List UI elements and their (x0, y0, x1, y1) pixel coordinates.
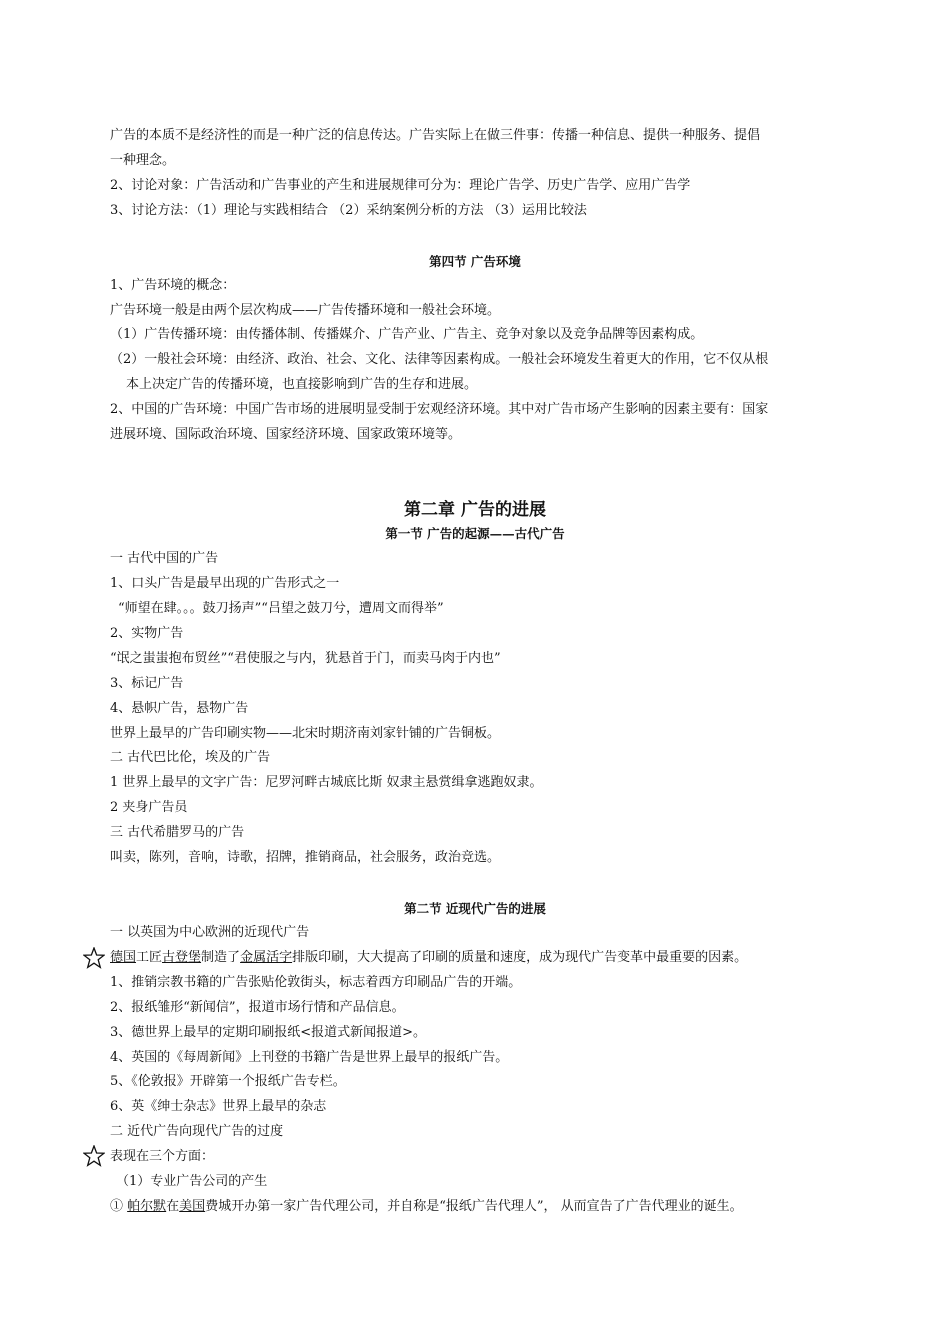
text-line: 2 夹身广告员 (110, 800, 188, 815)
text-line: 1、推销宗教书籍的广告张贴伦敦街头，标志着西方印刷品广告的开端。 (110, 975, 522, 990)
text-line: 进展环境、国际政治环境、国家经济环境、国家政策环境等。 (110, 427, 462, 442)
text-line: （1）专业广告公司的产生 (116, 1174, 268, 1189)
text-line: 表现在三个方面： (110, 1149, 215, 1164)
text-line: 叫卖，陈列，音响，诗歌，招牌，推销商品，社会服务，政治竞选。 (110, 850, 501, 865)
text-line: 5、《伦敦报》开辟第一个报纸广告专栏。 (110, 1074, 346, 1089)
text-line: 3、德世界上最早的定期印刷报纸<报道式新闻报道>。 (110, 1025, 427, 1040)
text-line: 本上决定广告的传播环境，也直接影响到广告的生存和进展。 (126, 377, 478, 392)
text-line: 1 世界上最早的文字广告：尼罗河畔古城底比斯 奴隶主悬赏缉拿逃跑奴隶。 (110, 775, 543, 790)
text-line: 世界上最早的广告印刷实物——北宋时期济南刘家针铺的广告铜板。 (110, 726, 501, 741)
text-line: （1）广告传播环境：由传播体制、传播媒介、广告产业、广告主、竞争对象以及竞争品牌等因素构成。 (110, 327, 704, 342)
section-heading: 第四节 广告环境 (429, 254, 521, 269)
person-link: 古登堡 (162, 950, 202, 965)
text-line: 6、英《绅士杂志》世界上最早的杂志 (110, 1099, 327, 1114)
text-line: 广告环境一般是由两个层次构成——广告传播环境和一般社会环境。 (110, 303, 501, 318)
text-line: （2）一般社会环境：由经济、政治、社会、文化、法律等因素构成。一般社会环境发生着更大的作用，它不仅从根 (110, 352, 769, 367)
text-line: 二 近代广告向现代广告的过度 (110, 1124, 284, 1139)
text-line: 2、实物广告 (110, 626, 184, 641)
text-line: “氓之蚩蚩抱布贸丝”“君使服之与内，犹悬首于门，而卖马肉于内也” (110, 651, 501, 666)
gutenberg-line (110, 949, 747, 967)
text-line: 一 古代中国的广告 (110, 551, 219, 566)
text-line: 2、讨论对象：广告活动和广告事业的产生和进展规律可分为：理论广告学、历史广告学、应用广告学 (110, 178, 691, 193)
text-line: 4、英国的《每周新闻》上刊登的书籍广告是世界上最早的报纸广告。 (110, 1050, 509, 1065)
circled-number: ① (110, 1199, 128, 1214)
text-span: 费城开办第一家广告代理公司，并自称是“报纸广告代理人”， 从而宣告了广告代理业的诞生。 (205, 1199, 743, 1214)
text-line: 二 古代巴比伦，埃及的广告 (110, 750, 271, 765)
text-line: 一 以英国为中心欧洲的近现代广告 (110, 925, 310, 940)
section-heading: 第二节 近现代广告的进展 (404, 901, 546, 916)
person-link: 帕尔默 (127, 1199, 167, 1214)
text-line: 1、口头广告是最早出现的广告形式之一 (110, 576, 340, 591)
text-line: 广告的本质不是经济性的而是一种广泛的信息传达。广告实际上在做三件事：传播一种信息、提供一种服务、提倡 (110, 128, 761, 143)
term-link: 金属活字 (240, 950, 293, 965)
text-line: 三 古代希腊罗马的广告 (110, 825, 245, 840)
text-span: 排版印刷，大大提高了印刷的质量和速度，成为现代广告变革中最重要的因素。 (292, 950, 748, 965)
star-icon (83, 947, 105, 969)
text-line: 1、广告环境的概念： (110, 278, 236, 293)
text-span: 在 (166, 1199, 180, 1214)
text-line: 3、讨论方法：（1）理论与实践相结合 （2）采纳案例分析的方法 （3）运用比较法 (110, 203, 587, 218)
text-line: 2、中国的广告环境：中国广告市场的进展明显受制于宏观经济环境。其中对广告市场产生影响的因素主要有：国家 (110, 402, 769, 417)
text-line: 2、报纸雏形“新闻信”，报道市场行情和产品信息。 (110, 1000, 405, 1015)
star-icon (83, 1145, 105, 1167)
text-span: 工匠 (136, 950, 163, 965)
country-link: 德国 (110, 950, 137, 965)
text-line: “师望在肆。。。鼓刀扬声”“吕望之鼓刀兮，遭周文而得举” (118, 601, 444, 616)
palmer-line (110, 1198, 743, 1216)
text-line: 4、悬帜广告，悬物广告 (110, 701, 249, 716)
text-line: 一种理念。 (110, 153, 176, 168)
chapter-heading: 第二章 广告的进展 (404, 500, 546, 520)
country-link: 美国 (179, 1199, 206, 1214)
text-span: 制造了 (201, 950, 241, 965)
section-heading: 第一节 广告的起源——古代广告 (385, 526, 565, 541)
text-line: 3、标记广告 (110, 676, 184, 691)
